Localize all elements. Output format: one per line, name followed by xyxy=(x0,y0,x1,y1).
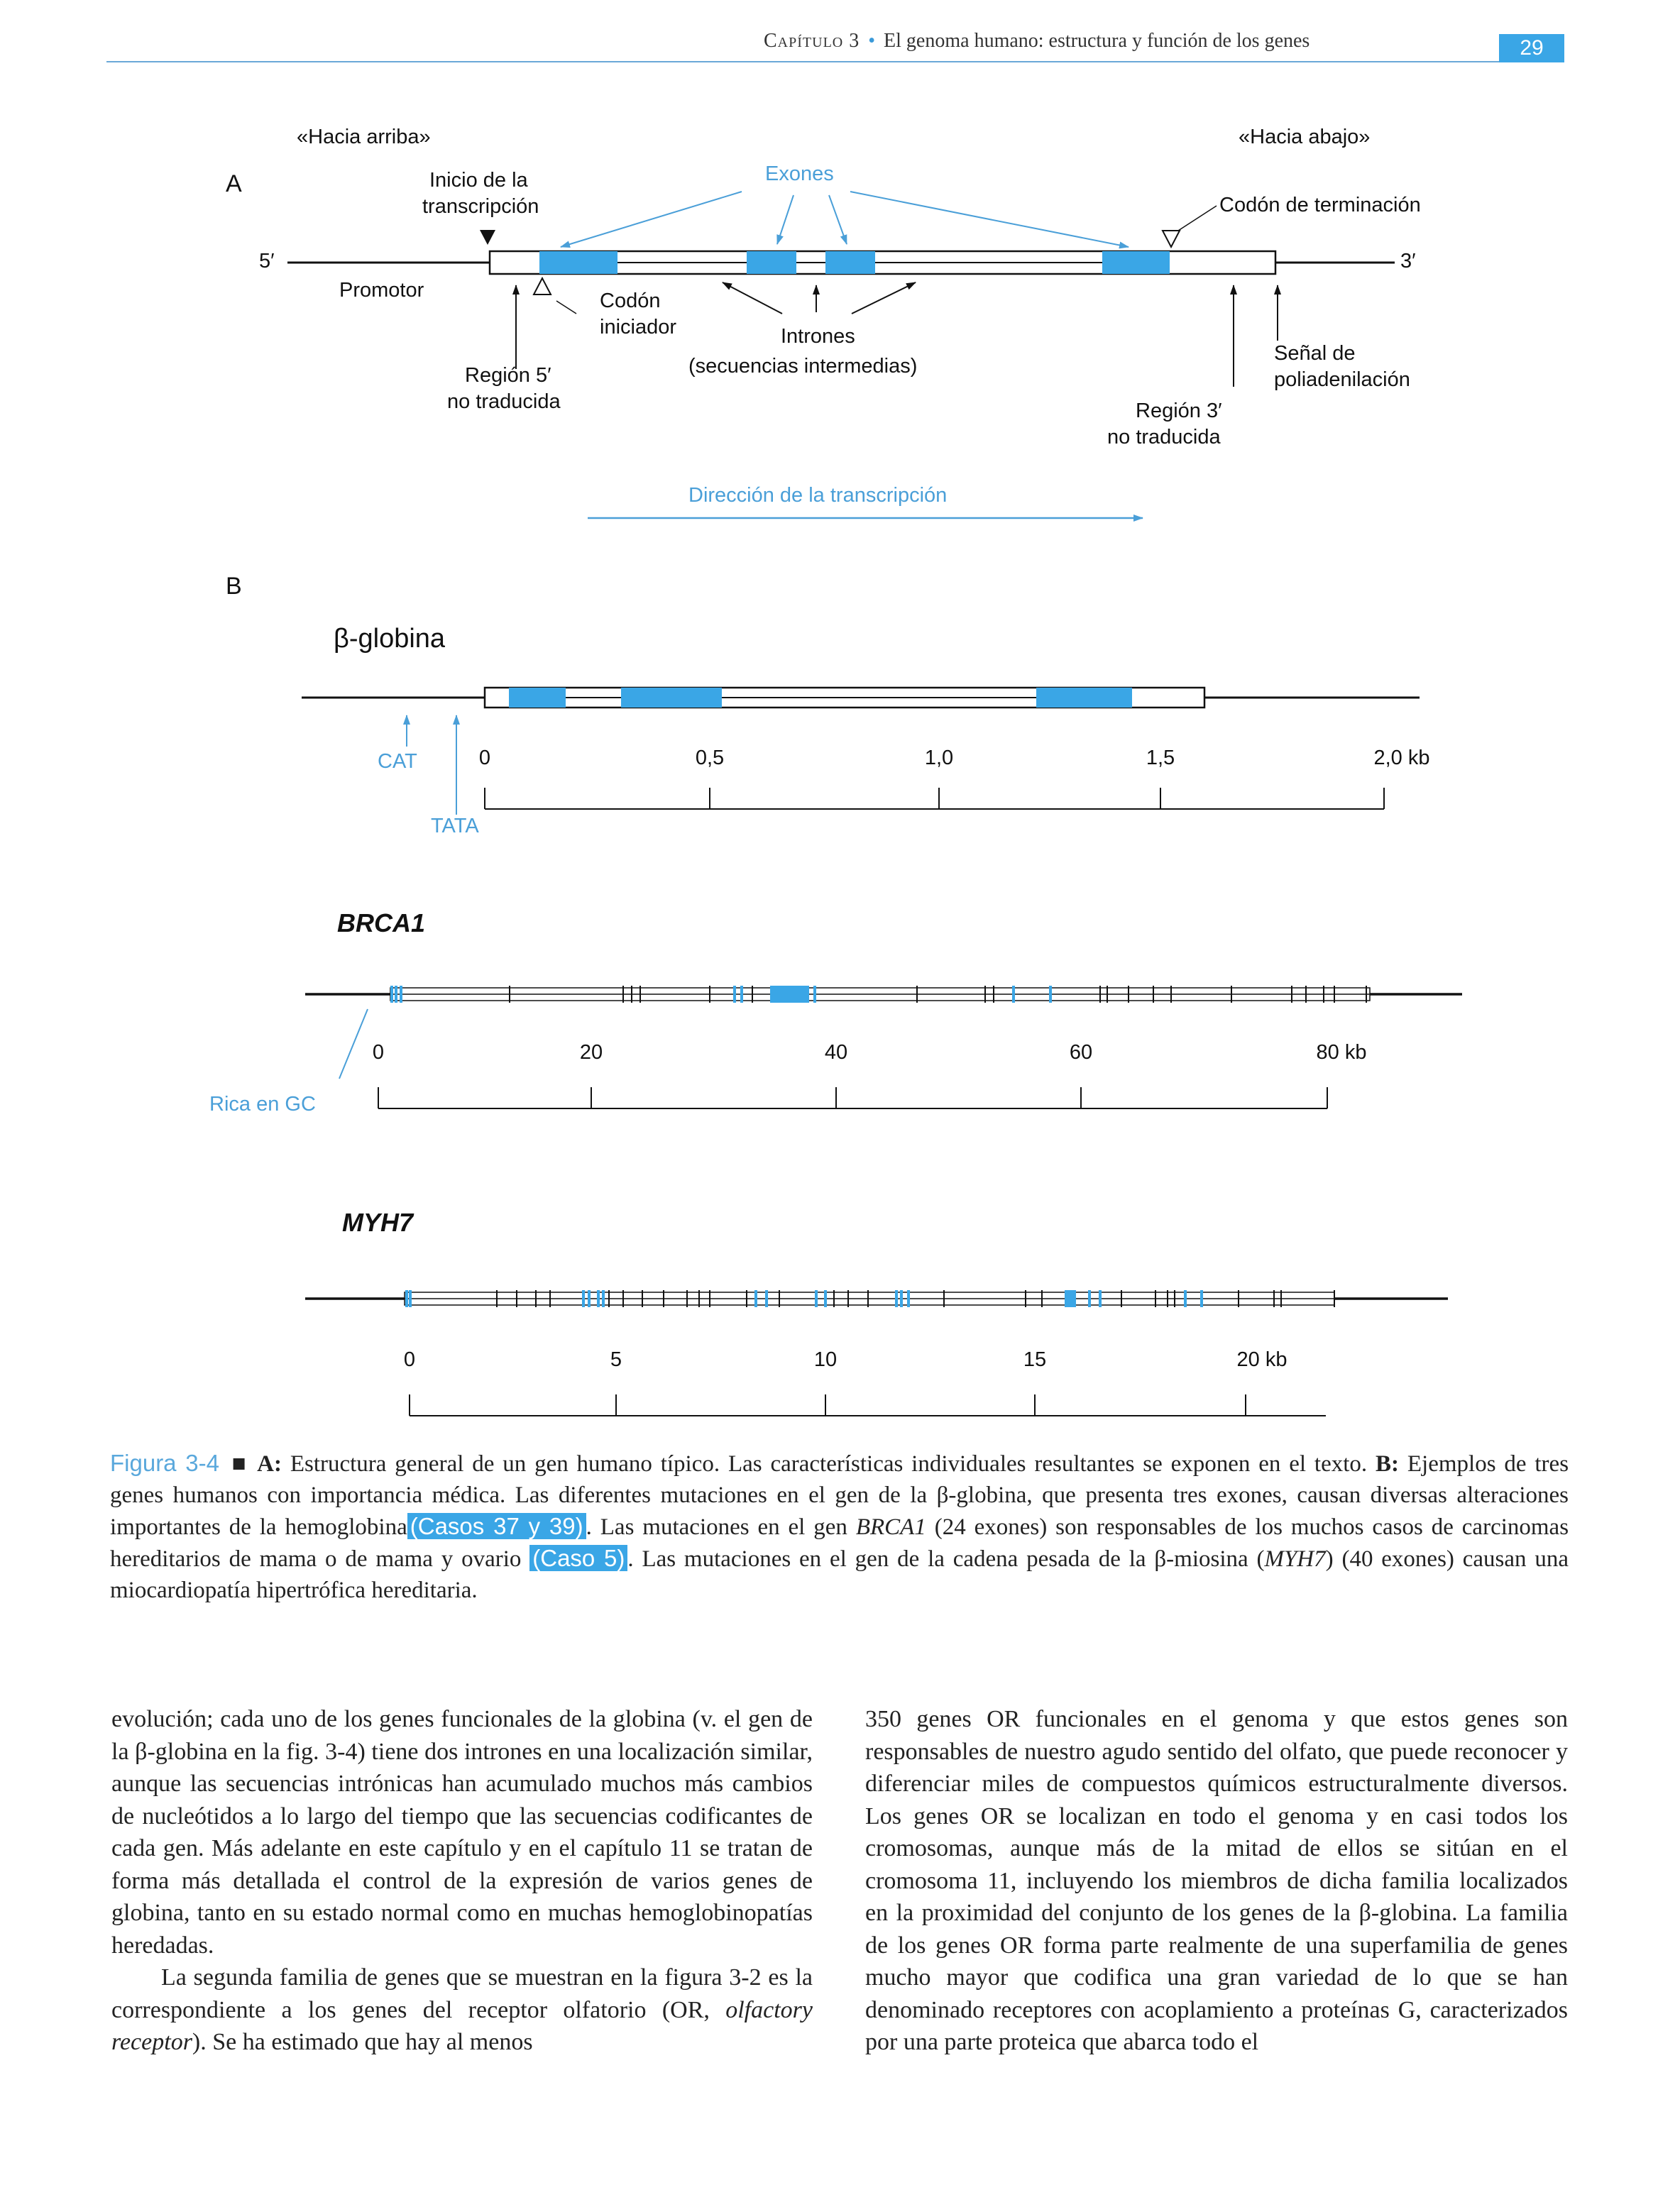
scale-tick xyxy=(1317,1041,1367,1108)
body-column-right xyxy=(865,1703,1568,2059)
large-exon xyxy=(770,986,809,1003)
caption-b-text-3: (24 exones) son responsables de los muchos casos de carcinomas hereditarios de mama o de mama y ovario xyxy=(110,1514,1569,1572)
scale-tick xyxy=(1023,1348,1046,1416)
tx-start-label-2: transcripción xyxy=(422,195,539,218)
scale-tick-label: 0,5 xyxy=(695,747,725,769)
myh7-title: MYH7 xyxy=(342,1208,414,1237)
start-codon-label-2: iniciador xyxy=(600,316,676,339)
stop-codon-label: Codón de terminación xyxy=(1219,194,1421,216)
scale-tick xyxy=(814,1348,837,1416)
exon-2 xyxy=(747,251,796,274)
scale-tick-label: 10 xyxy=(813,1348,838,1371)
scale-tick-label: 0 xyxy=(403,1348,416,1371)
transcription-direction-label: Dirección de la transcripción xyxy=(688,484,948,507)
caption-a-label: A: xyxy=(257,1451,282,1477)
brca1-scale xyxy=(373,1041,1367,1108)
myh7-scale xyxy=(404,1348,1326,1416)
exons-label: Exones xyxy=(765,163,834,185)
scale-tick xyxy=(1070,1041,1092,1108)
case-link-37-39[interactable]: (Casos 37 y 39) xyxy=(407,1513,586,1539)
upstream-label: «Hacia arriba» xyxy=(297,126,431,148)
beta-globin-diagram xyxy=(302,624,1430,837)
beta-globin-exon-1 xyxy=(509,688,566,708)
gc-rich-pointer xyxy=(339,1009,368,1079)
intron-arrow-3 xyxy=(852,282,916,314)
introns-label-1: Intrones xyxy=(781,325,855,348)
figure-label: Figura 3-4 xyxy=(110,1450,219,1476)
scale-tick xyxy=(580,1041,603,1108)
tata-label: TATA xyxy=(431,815,479,837)
beta-globin-title: β-globina xyxy=(334,624,446,654)
utr3-label-1: Región 3′ xyxy=(1136,400,1222,422)
scale-tick xyxy=(825,1041,847,1108)
gc-rich-label: Rica en GC xyxy=(209,1093,316,1116)
brca1-title: BRCA1 xyxy=(337,908,426,937)
header-separator: • xyxy=(868,30,876,52)
scale-tick-label: 20 kb xyxy=(1236,1348,1288,1371)
scale-tick xyxy=(696,747,724,809)
scale-tick-label: 20 xyxy=(579,1041,603,1064)
header-rule xyxy=(106,61,1561,62)
cat-label: CAT xyxy=(378,750,417,773)
stop-codon-triangle-icon xyxy=(1163,231,1180,247)
running-header xyxy=(764,30,1544,58)
tx-start-triangle-icon xyxy=(480,230,495,245)
body-text-italic: olfactory receptor xyxy=(111,1996,813,2055)
body-column-left xyxy=(111,1703,813,2059)
body-paragraph: 350 genes OR funcionales en el genoma y que estos genes son responsables de nuestro agudo sentido del olfato, que puede reconocer y diferenciar miles de compuestos químicos estructuralmente diversos. Los genes OR se localizan en todo el genoma y en casi todos los cromosomas, aunque más de la mitad de ellos se sitúan en el cromosoma 11, incluyendo los miembros de dicha familia localizados en la proximidad del conjunto de los genes de la β-globina. La familia de los genes OR forma parte realmente de una superfamilia de genes mucho mayor que codifica una gran variedad de lo que se han denominado receptores con acoplamiento a proteínas G, caracterizados por una parte proteica que abarca todo el xyxy=(865,1706,1568,2055)
myh7-diagram xyxy=(305,1208,1448,1416)
scale-tick-label: 0 xyxy=(478,747,491,769)
scale-tick xyxy=(404,1348,415,1416)
chapter-label: Capítulo 3 xyxy=(764,30,860,52)
beta-globin-exon-3 xyxy=(1036,688,1132,708)
scale-tick-label: 2,0 kb xyxy=(1373,747,1430,769)
body-paragraph xyxy=(111,1961,813,2059)
scale-tick-label: 15 xyxy=(1023,1348,1047,1371)
panel-a-label: A xyxy=(226,170,242,197)
panel-b xyxy=(209,573,1462,1416)
exon-4 xyxy=(1102,251,1170,274)
exon-1 xyxy=(539,251,617,274)
start-codon-triangle-icon xyxy=(534,278,551,295)
exon-arrow-4 xyxy=(850,192,1129,247)
utr5-label-1: Región 5′ xyxy=(465,364,551,387)
start-codon-leader xyxy=(556,301,576,314)
page-number: 29 xyxy=(1499,34,1564,62)
scale-tick xyxy=(373,1041,384,1108)
stop-codon-leader xyxy=(1178,206,1217,231)
tx-start-label-1: Inicio de la xyxy=(429,169,528,192)
downstream-label: «Hacia abajo» xyxy=(1239,126,1371,148)
scale-tick-label: 1,0 xyxy=(924,747,954,769)
caption-a-text: Estructura general de un gen humano típico. Las características individuales resultantes se exponen en el texto. xyxy=(290,1451,1368,1477)
body-paragraph: evolución; cada uno de los genes funcionales de la globina (v. el gen de la β-globina en la fig. 3-4) tiene dos intrones en una localización similar, aunque las secuencias intrónicas han acumulado muchos más cambios de nucleótidos a lo largo del tiempo que las secuencias codificantes de cada gen. Más adelante en este capítulo y en el capítulo 11 se tratan de forma más detallada el control de la expresión de varios genes de globina, tanto en su estado normal como en muchas hemoglobinopatías heredadas. xyxy=(111,1706,813,1959)
exon-arrow-1 xyxy=(561,192,742,247)
caption-b-text-5: ) (40 exones) causan una miocardiopatía hipertrófica hereditaria. xyxy=(110,1546,1569,1603)
figure-caption xyxy=(110,1448,1569,1606)
caption-brca1: BRCA1 xyxy=(855,1514,926,1540)
caption-b-text-2: . Las mutaciones en el gen xyxy=(586,1514,847,1540)
exon-arrow-2 xyxy=(777,195,794,244)
caption-myh7: MYH7 xyxy=(1264,1546,1326,1572)
case-link-5[interactable]: (Caso 5) xyxy=(529,1545,627,1571)
body-text: ). Se ha estimado que hay al menos xyxy=(192,2029,533,2055)
scale-tick-label: 0 xyxy=(372,1041,385,1064)
scale-tick-label: 40 xyxy=(824,1041,848,1064)
panel-a xyxy=(226,126,1421,518)
scale-tick xyxy=(1374,747,1430,809)
scale-tick xyxy=(610,1348,622,1416)
panel-b-label: B xyxy=(226,573,242,600)
large-exon xyxy=(1065,1290,1076,1307)
brca1-diagram xyxy=(209,908,1462,1116)
exon-arrow-3 xyxy=(829,195,847,244)
scale-tick-label: 80 kb xyxy=(1316,1041,1367,1064)
five-prime-label: 5′ xyxy=(259,250,275,273)
promoter-label: Promotor xyxy=(339,279,424,302)
intron-arrow-1 xyxy=(723,282,782,314)
body-text: La segunda familia de genes que se muestran en la figura 3-2 es la correspondiente a los genes del receptor olfatorio (OR, xyxy=(111,1964,813,2023)
caption-marker: ■ xyxy=(229,1451,249,1477)
utr3-label-2: no traducida xyxy=(1107,426,1221,448)
start-codon-label-1: Codón xyxy=(600,290,661,312)
exon-3 xyxy=(825,251,875,274)
scale-tick xyxy=(1146,747,1175,809)
beta-globin-scale xyxy=(479,747,1430,809)
polya-label-1: Señal de xyxy=(1274,342,1356,365)
scale-tick-label: 60 xyxy=(1069,1041,1093,1064)
introns-label-2: (secuencias intermedias) xyxy=(688,355,918,378)
utr5-label-2: no traducida xyxy=(447,390,561,413)
scale-tick xyxy=(479,747,490,809)
scale-tick-label: 1,5 xyxy=(1146,747,1175,769)
caption-b-label: B: xyxy=(1376,1451,1400,1477)
scale-tick-label: 5 xyxy=(610,1348,622,1371)
caption-b-text-1: Ejemplos de tres genes humanos con importancia médica. Las diferentes mutaciones en el gen de la β-globina, que presenta tres exones, causan diversas alteraciones importantes de la hemoglobina xyxy=(110,1451,1569,1540)
scale-tick xyxy=(1237,1348,1288,1416)
beta-globin-exon-2 xyxy=(621,688,722,708)
scale-tick xyxy=(925,747,953,809)
caption-b-text-4: . Las mutaciones en el gen de la cadena pesada de la β-miosina ( xyxy=(627,1546,1265,1572)
gene-structure-figure xyxy=(0,99,1680,1433)
three-prime-label: 3′ xyxy=(1400,250,1416,273)
chapter-title: El genoma humano: estructura y función de los genes xyxy=(884,30,1310,52)
polya-label-2: poliadenilación xyxy=(1274,368,1410,391)
